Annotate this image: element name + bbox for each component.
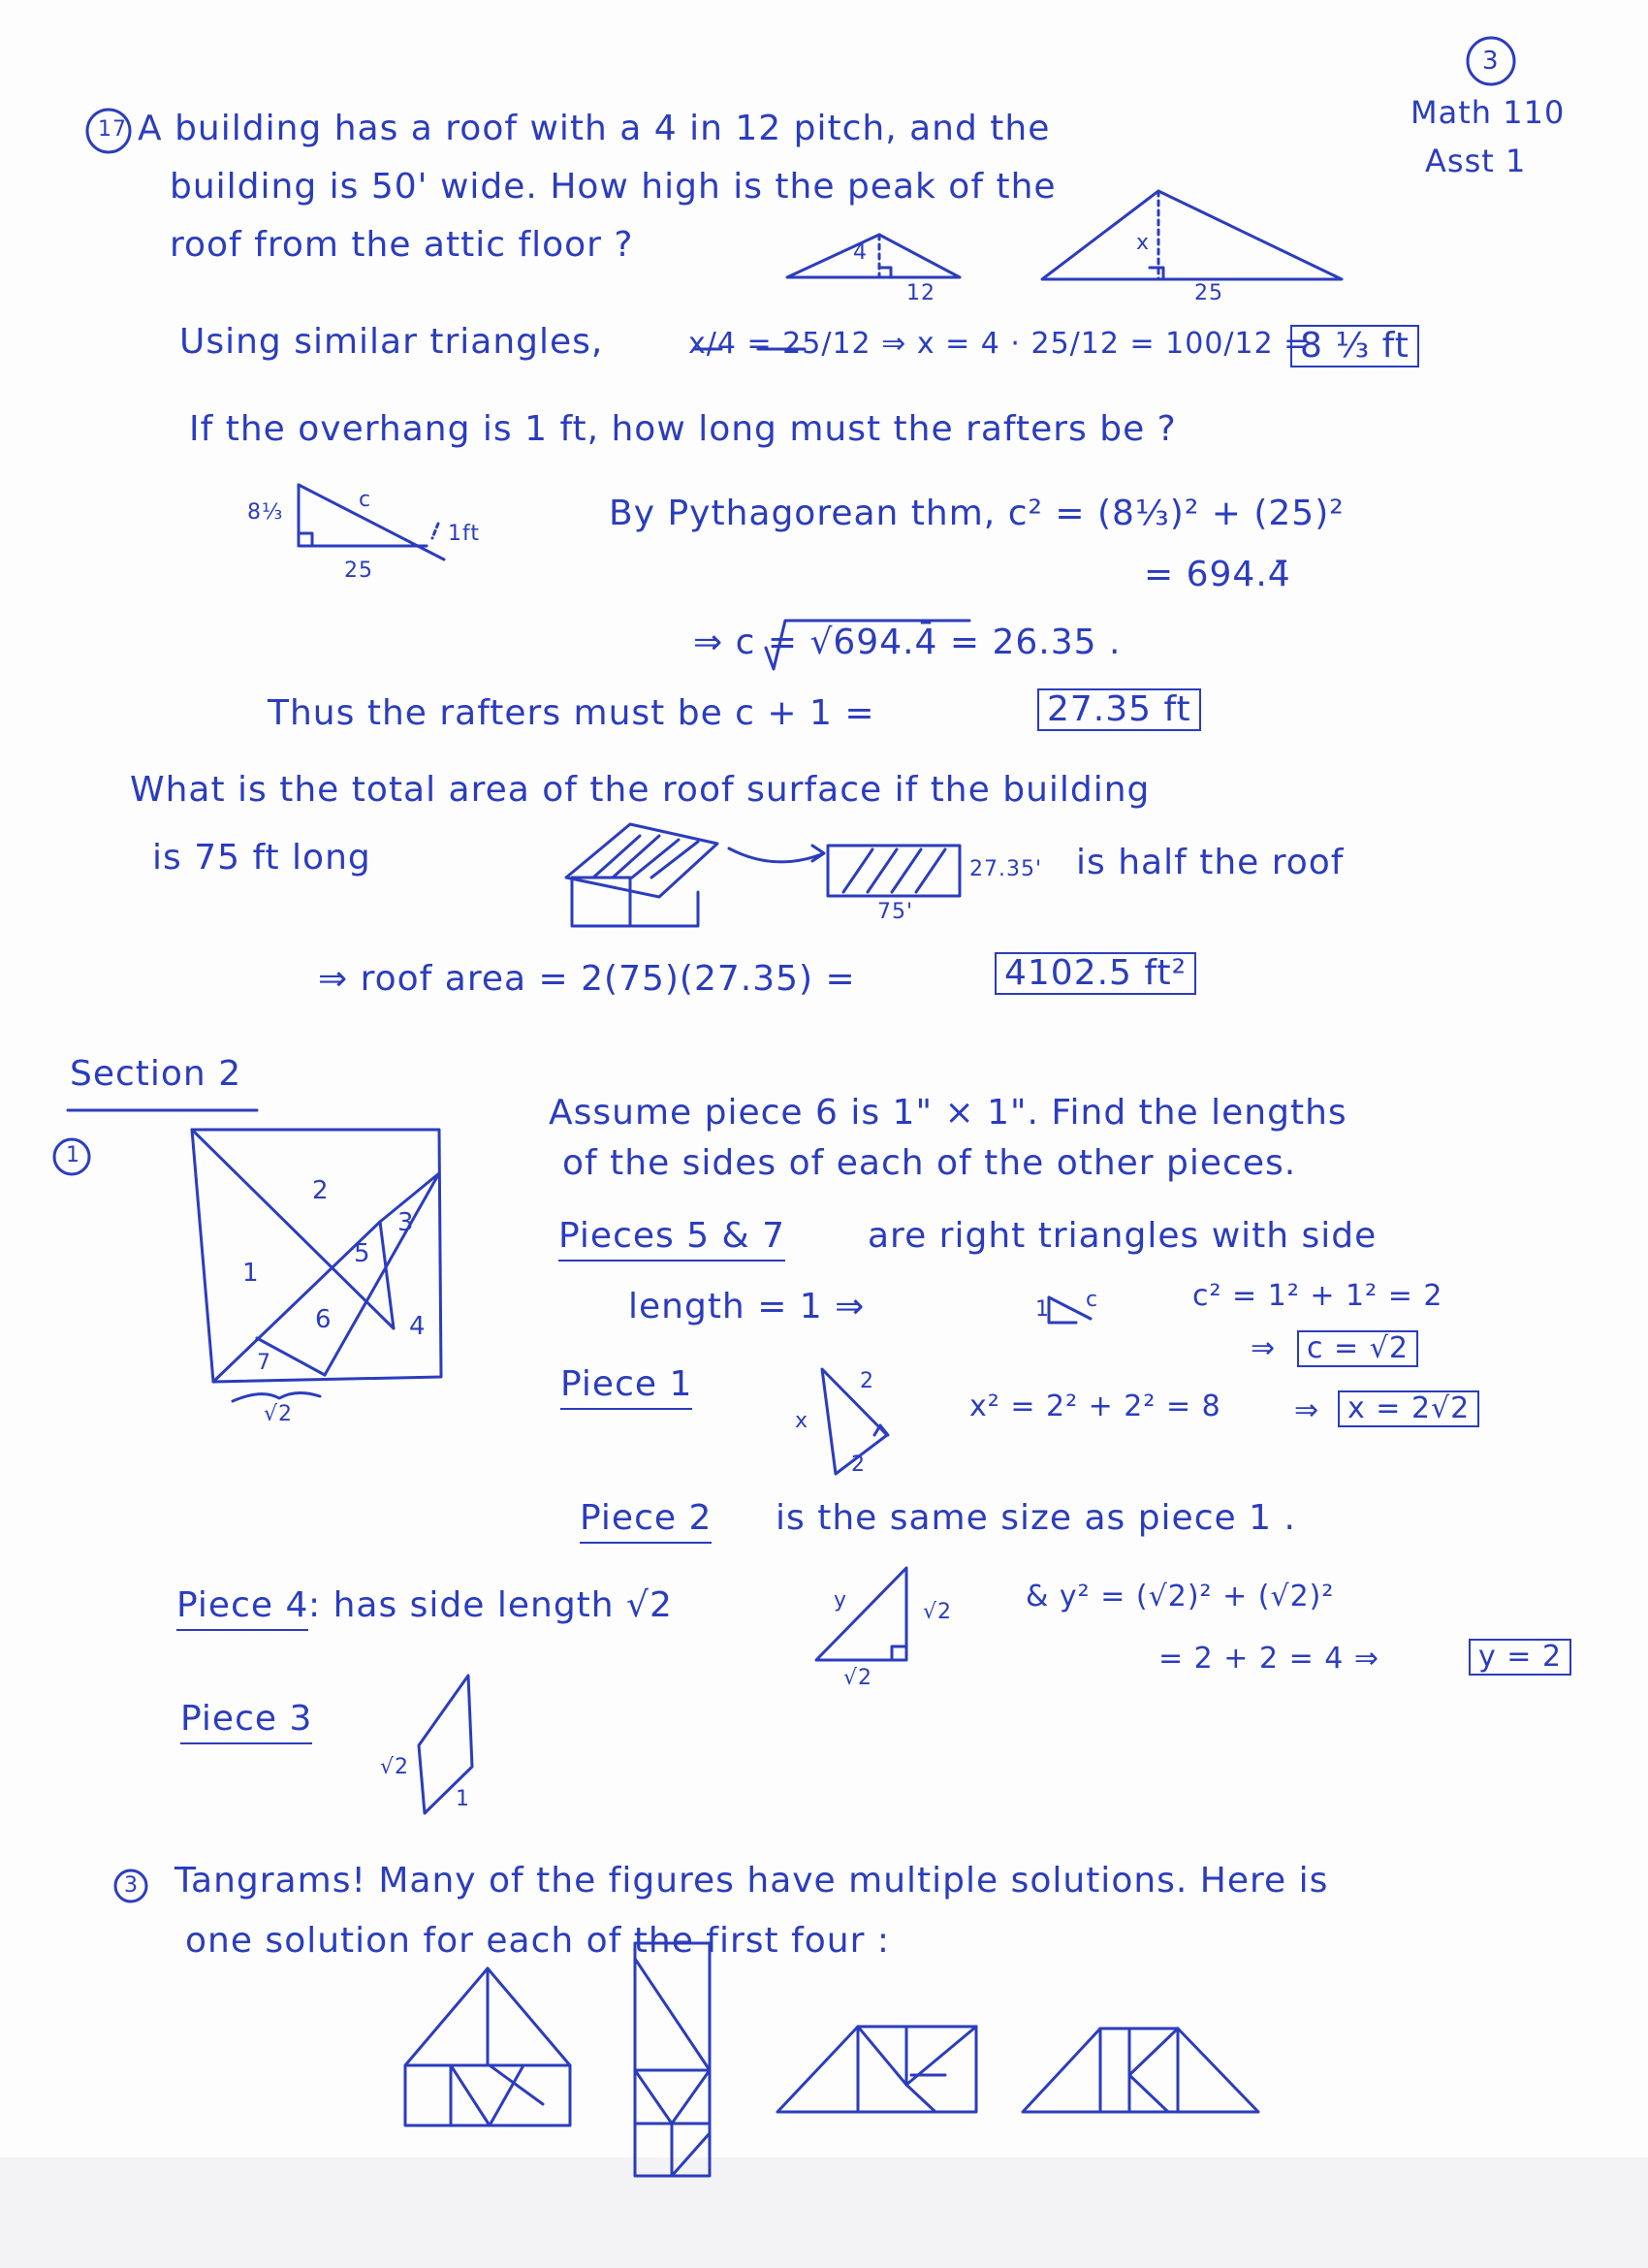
- area-question-line: is 75 ft long: [152, 838, 371, 878]
- piece4-answer-box: y = 2: [1469, 1639, 1571, 1676]
- piece3-bottom-label: 1: [456, 1787, 470, 1811]
- tangram-label-2: 2: [312, 1176, 330, 1205]
- roof-half-rectangle: [828, 846, 960, 896]
- tangram-solution-3: [777, 2027, 976, 2112]
- piece1-equation: x² = 2² + 2² = 8: [969, 1390, 1221, 1423]
- question-line: roof from the attic floor ?: [170, 225, 634, 265]
- question-line: building is 50' wide. How high is the peak of the: [170, 167, 1057, 207]
- large-roof-triangle: [1042, 191, 1342, 279]
- similar-triangles-text: Using similar triangles,: [179, 322, 604, 362]
- piece1-top-label: 2: [860, 1369, 874, 1393]
- tangram-solution-1: [405, 1968, 570, 2125]
- small-tri-hyp-label: c: [1086, 1288, 1099, 1312]
- tangram-base-label: √2: [264, 1402, 294, 1426]
- sqrt-line: ⇒ c = √694.4̄ = 26.35 .: [693, 623, 1122, 662]
- pieces57-arrow: ⇒: [1251, 1331, 1277, 1365]
- small-tri-leg-label: 1: [1035, 1297, 1050, 1322]
- rafter-height-label: 8⅓: [247, 500, 284, 525]
- piece-4-triangle: [816, 1568, 906, 1660]
- small-roof-triangle: [787, 235, 960, 277]
- piece4-heading: Piece 4: [176, 1588, 308, 1631]
- pieces57-equation: c² = 1² + 1² = 2: [1192, 1279, 1443, 1313]
- pythagorean-line: By Pythagorean thm, c² = (8⅓)² + (25)²: [609, 494, 1345, 533]
- piece1-answer-box: x = 2√2: [1338, 1390, 1479, 1427]
- similar-equation: x/4 = 25/12 ⇒ x = 4 · 25/12 = 100/12 =: [688, 327, 1310, 361]
- piece1-bottom-label: 2: [851, 1453, 866, 1477]
- pieces57-heading: Pieces 5 & 7: [558, 1219, 785, 1262]
- question-line: A building has a roof with a 4 in 12 pitch, and the: [138, 109, 1051, 148]
- rafters-text: Thus the rafters must be c + 1 =: [268, 693, 875, 733]
- tangrams-line: Tangrams! Many of the figures have multiple solutions. Here is: [174, 1861, 1329, 1901]
- height-answer-box: 8 ⅓ ft: [1290, 325, 1419, 367]
- pieces57-answer-box: c = √2: [1297, 1330, 1418, 1367]
- arrow-icon: [729, 846, 824, 862]
- tangrams-line: one solution for each of the first four :: [185, 1921, 890, 1961]
- piece1-heading: Piece 1: [560, 1367, 692, 1410]
- piece3-side-label: √2: [380, 1755, 410, 1779]
- roof-rect-length-label: 75': [877, 900, 914, 924]
- piece4-base-label: √2: [843, 1666, 873, 1690]
- piece1-arrow: ⇒: [1294, 1393, 1320, 1427]
- small-right-triangle: [1049, 1297, 1091, 1323]
- piece4-text: : has side length √2: [308, 1585, 673, 1625]
- section-title: Section 2: [70, 1054, 242, 1094]
- tangram-solution-4: [1023, 2028, 1258, 2112]
- piece3-heading: Piece 3: [180, 1702, 312, 1744]
- tangram-label-6: 6: [315, 1305, 333, 1334]
- tangram-solution-2: [635, 1943, 710, 2176]
- assume-line: of the sides of each of the other pieces.: [562, 1143, 1297, 1183]
- tangram-label-1: 1: [242, 1259, 260, 1288]
- piece2-heading: Piece 2: [580, 1501, 712, 1544]
- assignment-label: Asst 1: [1425, 143, 1527, 179]
- piece4-equation: = 2 + 2 = 4 ⇒: [1158, 1642, 1380, 1676]
- piece4-hyp-label: y: [834, 1588, 848, 1613]
- tangram-label-5: 5: [354, 1239, 371, 1268]
- piece4-equation: & y² = (√2)² + (√2)²: [1026, 1580, 1335, 1613]
- small-triangle-base: 12: [906, 281, 935, 305]
- small-triangle-height: 4: [853, 240, 868, 265]
- area-question-line: What is the total area of the roof surface if the building: [130, 770, 1151, 810]
- course-label: Math 110: [1410, 94, 1566, 131]
- house-sketch: [566, 824, 717, 926]
- piece4-leg-label: √2: [923, 1600, 953, 1624]
- pieces57-line2: length = 1 ⇒: [628, 1287, 866, 1326]
- large-triangle-height: x: [1136, 231, 1151, 255]
- roof-area-line: ⇒ roof area = 2(75)(27.35) =: [318, 959, 856, 999]
- page-number: 3: [1482, 47, 1500, 76]
- rafter-base-label: 25: [344, 559, 373, 583]
- tangram-label-4: 4: [409, 1312, 427, 1341]
- rafters-answer-box: 27.35 ft: [1037, 688, 1201, 731]
- pythagorean-result: = 694.4̄: [1144, 555, 1291, 594]
- tangram-label-3: 3: [397, 1208, 415, 1237]
- problem-number: 1: [66, 1143, 80, 1167]
- rafter-hyp-label: c: [359, 488, 372, 512]
- assume-line: Assume piece 6 is 1" × 1". Find the lengths: [549, 1093, 1347, 1133]
- roof-area-answer-box: 4102.5 ft²: [995, 952, 1196, 995]
- piece1-side-label: x: [795, 1409, 809, 1433]
- tangram-square: [192, 1130, 441, 1401]
- problem-number: 17: [98, 117, 127, 142]
- large-triangle-base: 25: [1194, 281, 1223, 305]
- tangram-label-7: 7: [257, 1351, 271, 1375]
- piece2-text: is the same size as piece 1 .: [776, 1498, 1296, 1538]
- half-roof-text: is half the roof: [1076, 843, 1345, 882]
- problem-number: 3: [124, 1873, 139, 1898]
- roof-rect-side-label: 27.35': [969, 857, 1043, 881]
- overhang-question: If the overhang is 1 ft, how long must the rafters be ?: [189, 409, 1177, 449]
- overhang-label: 1ft: [448, 522, 480, 546]
- pieces57-text: are right triangles with side: [868, 1216, 1378, 1256]
